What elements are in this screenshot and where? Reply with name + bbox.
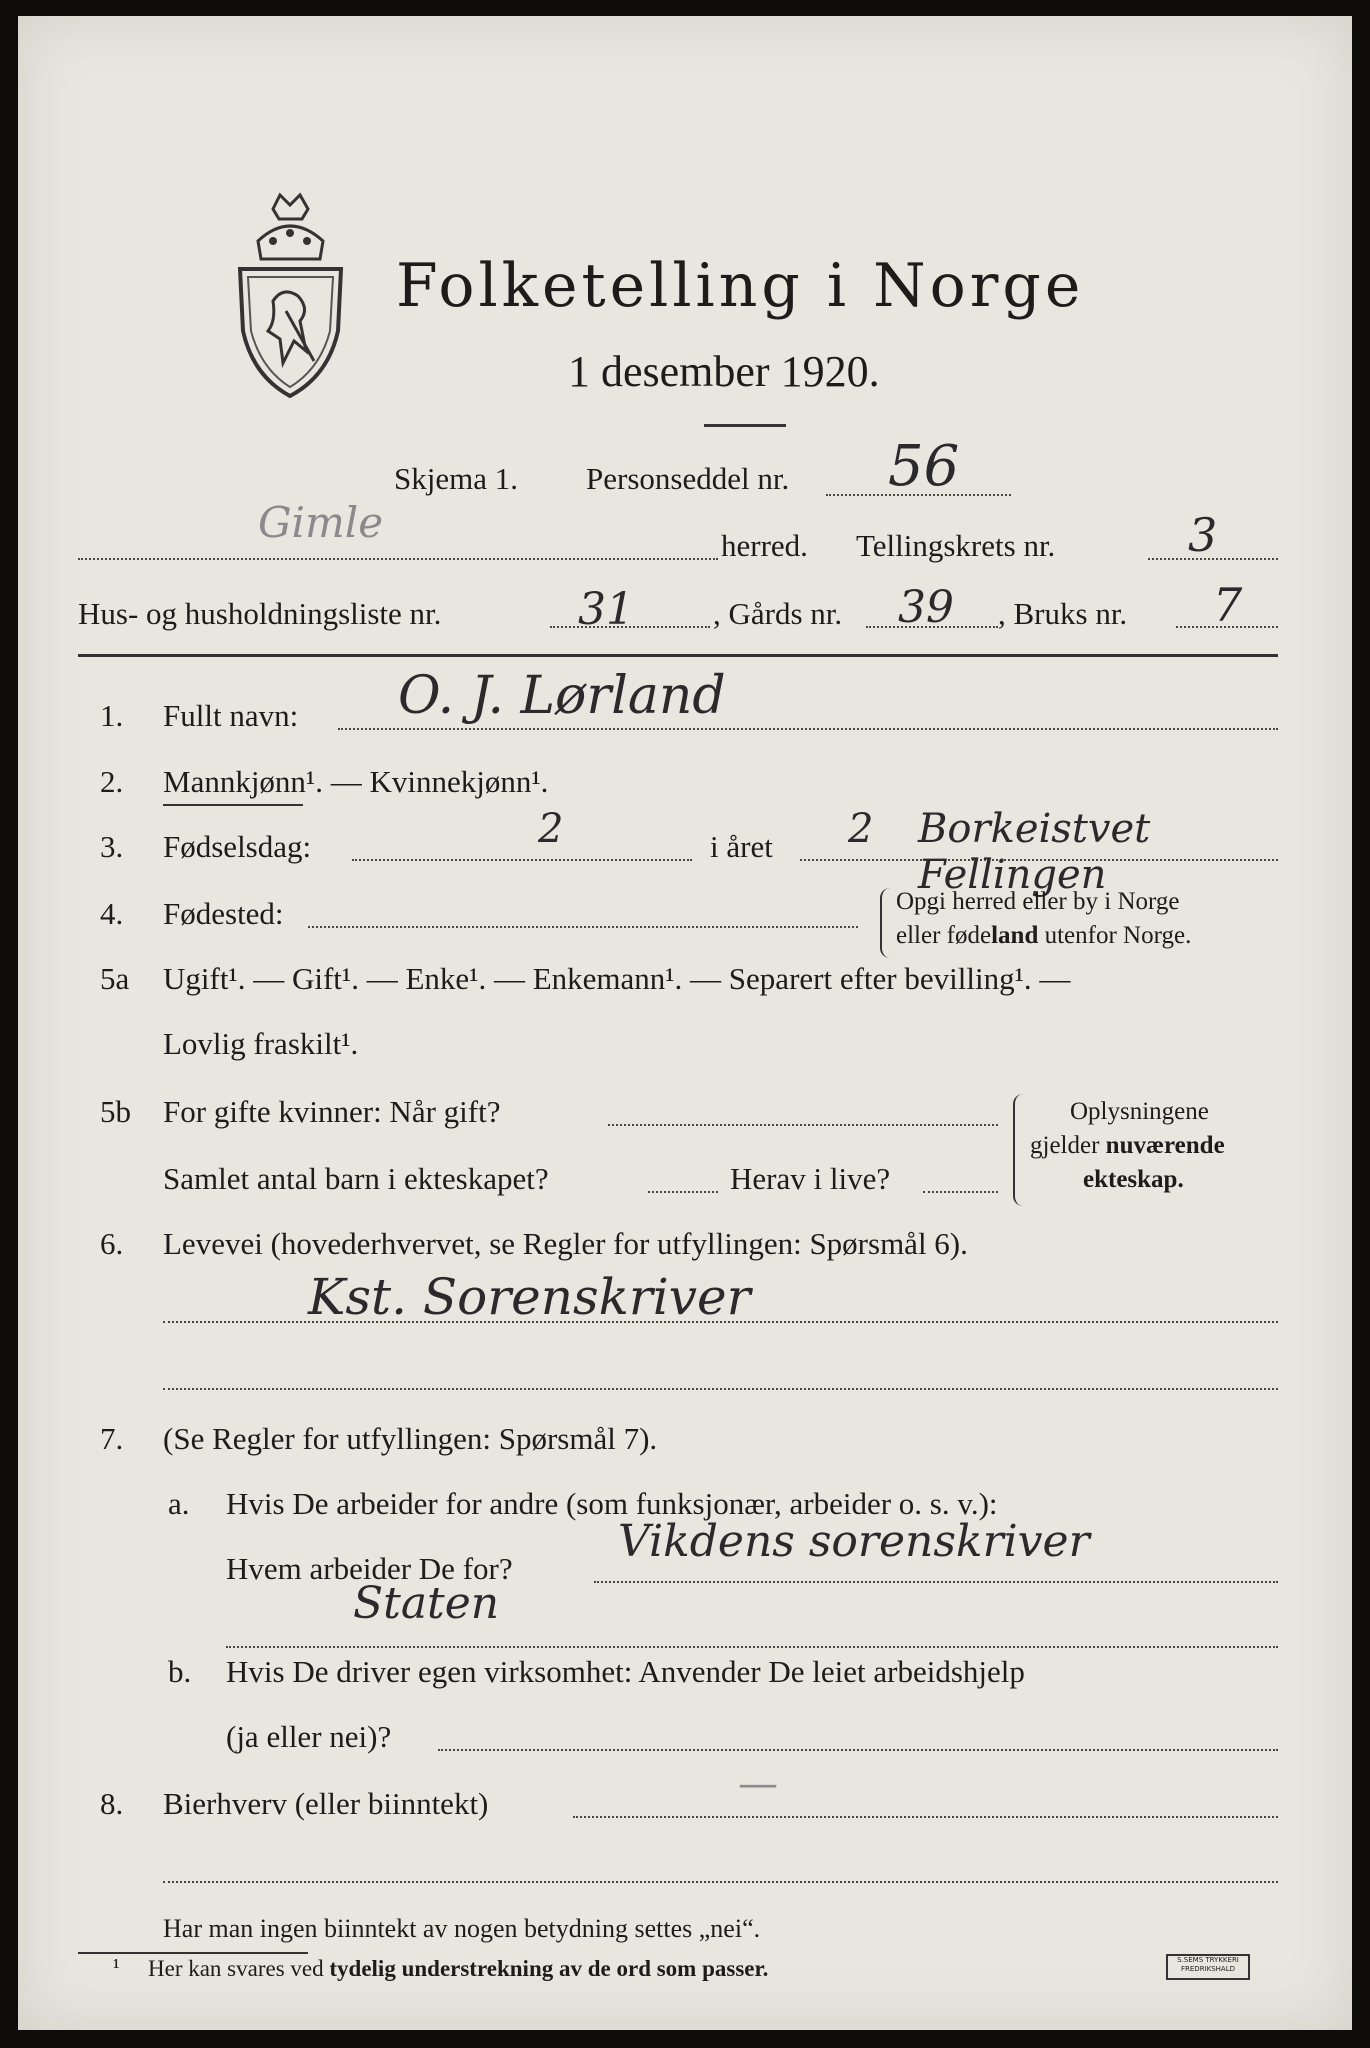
birth-year-label: i året: [710, 829, 773, 864]
occupation-value: Kst. Sorenskriver: [308, 1268, 751, 1326]
employer-question-label: Hvis De arbeider for andre (som funksjonær, arbeider o. s. v.):: [226, 1486, 998, 1521]
schema-label: Skjema 1.: [394, 461, 518, 496]
q7b-letter: b.: [168, 1654, 192, 1689]
employer-line-2: [226, 1646, 1278, 1648]
birth-year-value: 2: [848, 806, 874, 852]
self-employed-line: [438, 1749, 1278, 1751]
birthplace-brace: [880, 888, 890, 958]
personseddel-label: Personseddel nr.: [586, 461, 790, 496]
hus-label: Hus- og husholdningsliste nr.: [78, 596, 442, 631]
side-income-line-2: [163, 1881, 1278, 1883]
self-employed-label: Hvis De driver egen virksomhet: Anvender De leiet arbeidshjelp: [226, 1654, 1025, 1689]
occupation-line-2: [163, 1388, 1278, 1390]
birthplace-note-1: Opgi herred eller by i Norge: [896, 888, 1180, 915]
q5a-number: 5a: [100, 961, 130, 996]
q6-number: 6.: [100, 1226, 124, 1261]
q2-number: 2.: [100, 764, 124, 799]
q7-label: (Se Regler for utfyllingen: Spørsmål 7).: [163, 1421, 658, 1456]
herred-handwritten: Gimle: [258, 498, 384, 547]
birthplace-handwritten: Borkeistvet: [918, 806, 1151, 852]
bruks-value: 7: [1213, 578, 1243, 632]
birthplace-value: Fellingen: [918, 852, 1107, 898]
marriage-note-1: Oplysningene: [1070, 1098, 1209, 1125]
title-divider: [704, 424, 786, 427]
footnote-text: Her kan svares ved tydelig understrekning av de ord som passer.: [148, 1956, 769, 1981]
census-form: [18, 16, 1352, 2030]
marriage-note-brace: [1013, 1094, 1023, 1206]
occupation-label: Levevei (hovederhvervet, se Regler for utfyllingen: Spørsmål 6).: [163, 1226, 968, 1261]
gender-label: Mannkjønn¹. — Kvinnekjønn¹.: [163, 764, 549, 799]
tellingskrets-value: 3: [1188, 508, 1218, 562]
children-alive-line: [923, 1191, 998, 1193]
birthday-line: [352, 859, 692, 861]
gards-value: 39: [898, 582, 954, 633]
gards-label: , Gårds nr.: [713, 596, 843, 631]
form-title: Folketelling i Norge: [396, 251, 1085, 321]
birthplace-note-2: eller fødeland utenfor Norge.: [896, 922, 1192, 949]
header-rule: [78, 654, 1278, 657]
full-name-line: [338, 728, 1278, 730]
q7a-letter: a.: [168, 1486, 190, 1521]
birthplace-line: [308, 926, 858, 928]
side-income-note: Har man ingen biinntekt av nogen betydning settes „nei“.: [163, 1914, 761, 1943]
side-income-line-1: [573, 1816, 1278, 1818]
personseddel-value: 56: [888, 434, 960, 499]
children-count-line: [648, 1191, 718, 1193]
q3-number: 3.: [100, 829, 124, 864]
herred-label: herred.: [721, 528, 808, 563]
bruks-label: , Bruks nr.: [998, 596, 1128, 631]
norway-coat-of-arms-icon: [228, 191, 353, 406]
census-date: 1 desember 1920.: [568, 347, 880, 396]
footnote-mark: ¹: [113, 1954, 120, 1979]
employer-value-2: Staten: [353, 1578, 500, 1629]
birthday-value: 2: [538, 806, 564, 852]
q4-number: 4.: [100, 896, 124, 931]
children-alive-label: Herav i live?: [730, 1161, 891, 1196]
self-employed-label-2: (ja eller nei)?: [226, 1719, 392, 1754]
marital-status-label-2: Lovlig fraskilt¹.: [163, 1026, 359, 1061]
q1-number: 1.: [100, 698, 124, 733]
married-when-line: [608, 1124, 998, 1126]
q5b-number: 5b: [100, 1094, 131, 1129]
herred-line: [78, 558, 718, 560]
gender-underline: [163, 804, 303, 806]
children-count-label: Samlet antal barn i ekteskapet?: [163, 1161, 549, 1196]
tellingskrets-label: Tellingskrets nr.: [856, 528, 1056, 563]
full-name-label: Fullt navn:: [163, 698, 299, 733]
married-when-label: For gifte kvinner: Når gift?: [163, 1094, 501, 1129]
marital-status-label: Ugift¹. — Gift¹. — Enke¹. — Enkemann¹. — Separert efter bevilling¹. —: [163, 961, 1071, 996]
q8-number: 8.: [100, 1786, 124, 1821]
marriage-note-2: gjelder nuværende: [1030, 1132, 1225, 1159]
side-income-value: —: [738, 1761, 778, 1807]
occupation-line-1: [163, 1321, 1278, 1323]
full-name-value: O. J. Lørland: [398, 666, 726, 726]
birthplace-label: Fødested:: [163, 896, 284, 931]
side-income-label: Bierhverv (eller biinntekt): [163, 1786, 489, 1821]
marriage-note-3: ekteskap.: [1083, 1166, 1184, 1193]
q7-number: 7.: [100, 1421, 124, 1456]
hus-value: 31: [578, 584, 634, 635]
birthday-label: Fødselsdag:: [163, 829, 312, 864]
printer-stamp: S.SEMS TRYKKERI FREDRIKSHALD: [1166, 1954, 1250, 1980]
employer-value: Vikdens sorenskriver: [618, 1516, 1090, 1567]
employer-label: Hvem arbeider De for?: [226, 1551, 513, 1586]
employer-line-1: [594, 1581, 1278, 1583]
